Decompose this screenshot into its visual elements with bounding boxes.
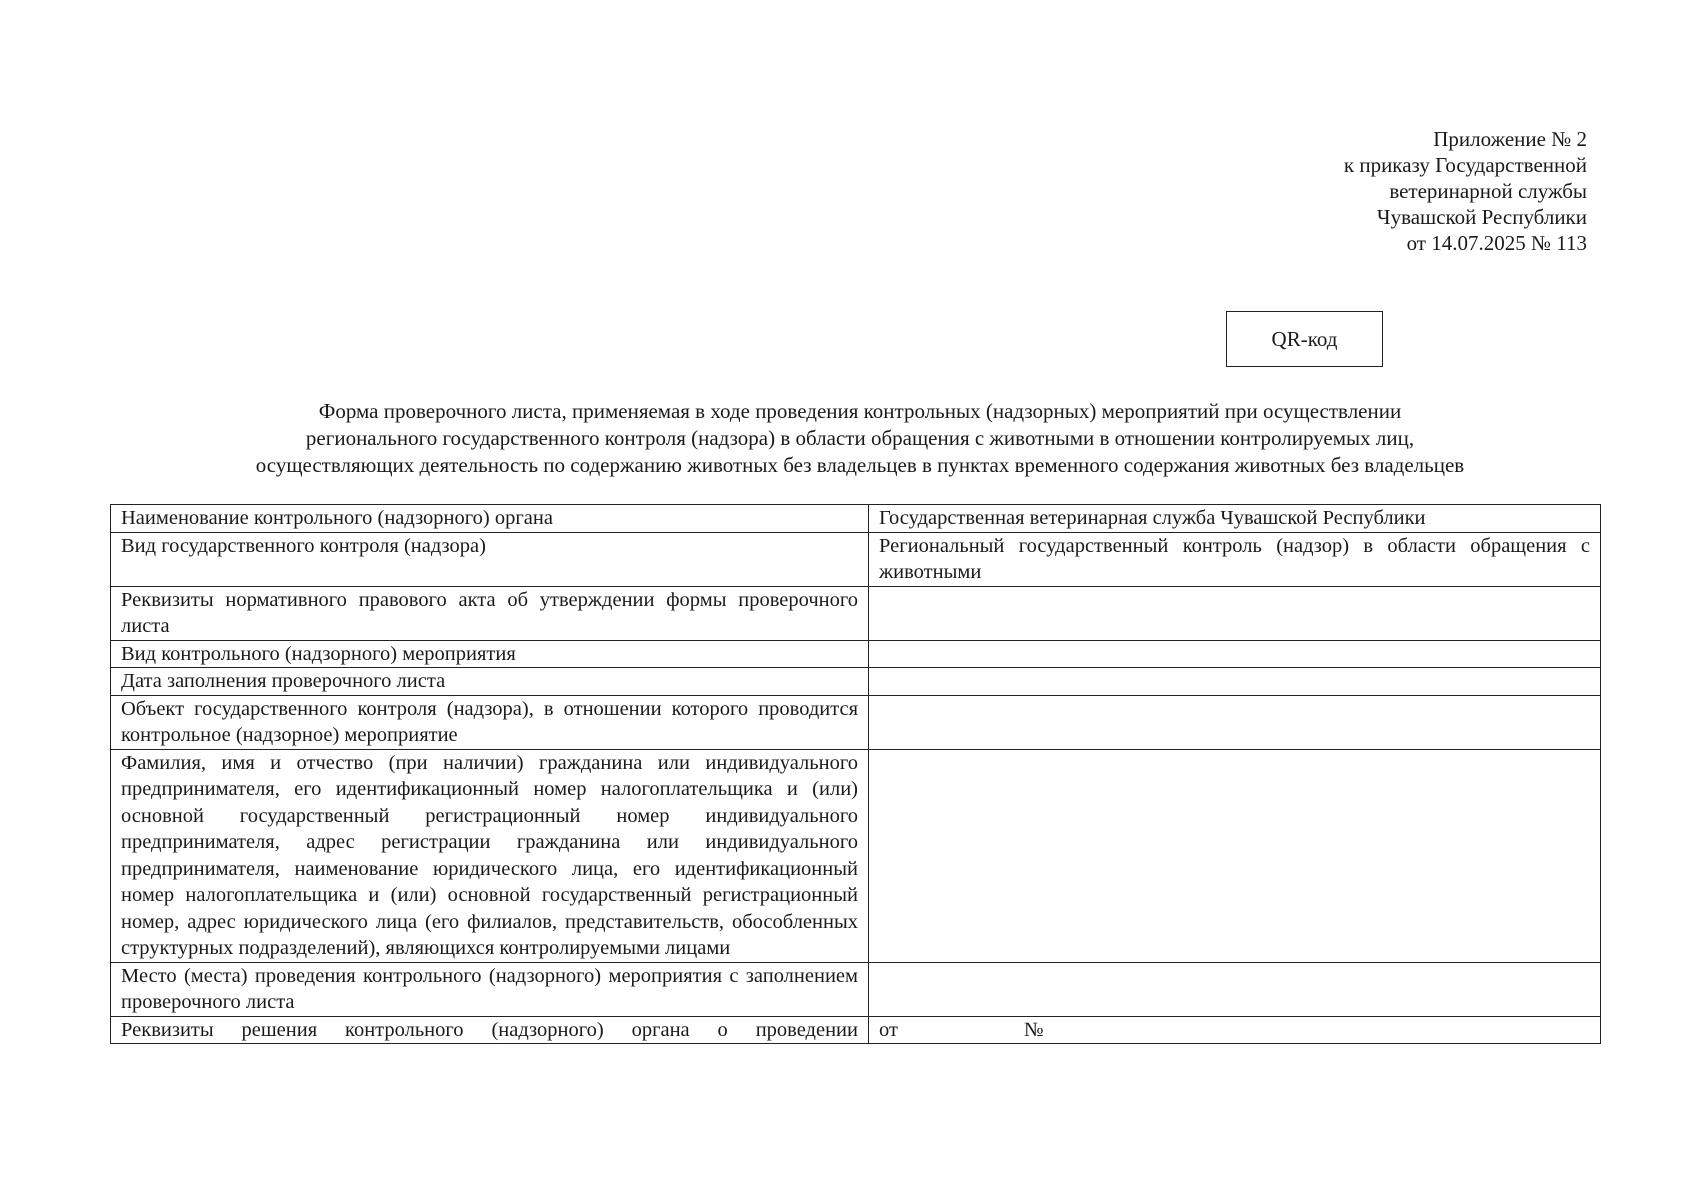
form-title-line-2: регионального государственного контроля (надзора) в области обращения с животными в отношении контролируемых лиц,: [305, 426, 1415, 450]
row-value[interactable]: [869, 640, 1601, 668]
qr-code-placeholder: [1226, 311, 1383, 367]
row-label: Дата заполнения проверочного листа: [111, 668, 869, 696]
annex-number: Приложение № 2: [1433, 127, 1587, 151]
annex-header: [1344, 126, 1587, 256]
row-value[interactable]: [869, 749, 1601, 962]
table-row: [111, 695, 1601, 749]
form-title-line-3: осуществляющих деятельность по содержанию животных без владельцев в пунктах временного содержания животных без владельцев: [255, 453, 1465, 477]
form-title: [110, 398, 1610, 479]
row-label: Вид государственного контроля (надзора): [111, 532, 869, 586]
row-label: Вид контрольного (надзорного) мероприятия: [111, 640, 869, 668]
row-value[interactable]: [869, 586, 1601, 640]
annex-republic: Чувашской Республики: [1376, 205, 1587, 229]
row-value[interactable]: [869, 668, 1601, 696]
row-label: Реквизиты решения контрольного (надзорного) органа о проведении: [111, 1016, 869, 1044]
checklist-form-table: [110, 504, 1601, 1044]
table-row: [111, 962, 1601, 1016]
row-value[interactable]: [869, 695, 1601, 749]
decision-date-label: от: [879, 1018, 898, 1041]
table-row: [111, 586, 1601, 640]
row-value[interactable]: [869, 1016, 1601, 1044]
annex-service: ветеринарной службы: [1389, 179, 1587, 203]
table-row: [111, 749, 1601, 962]
table-row: [111, 640, 1601, 668]
row-label: Место (места) проведения контрольного (надзорного) мероприятия с заполнением проверочного листа: [111, 962, 869, 1016]
table-row: [111, 1016, 1601, 1044]
table-row: [111, 668, 1601, 696]
annex-order-ref: к приказу Государственной: [1343, 153, 1587, 177]
row-label: Наименование контрольного (надзорного) органа: [111, 505, 869, 533]
row-label: Реквизиты нормативного правового акта об утверждении формы проверочного листа: [111, 586, 869, 640]
qr-code-label: QR-код: [1271, 326, 1338, 351]
row-value[interactable]: [869, 962, 1601, 1016]
table-row: [111, 532, 1601, 586]
decision-number-label: №: [1024, 1018, 1044, 1041]
row-label: Фамилия, имя и отчество (при наличии) гражданина или индивидуального предпринимателя, его идентификационный номер налогоплательщика и (или) основной государственный регистрационный номер индивидуального предпринимателя, адрес регистрации гражданина или индивидуального предпринимателя, наименование юридического лица, его идентификационный номер налогоплательщика и (или) основной государственный регистрационный номер, адрес юридического лица (его филиалов, представительств, обособленных структурных подразделений), являющихся контролируемыми лицами: [111, 749, 869, 962]
row-label: Объект государственного контроля (надзора), в отношении которого проводится контрольное (надзорное) мероприятие: [111, 695, 869, 749]
annex-date: от 14.07.2025 № 113: [1406, 231, 1587, 255]
row-value: Государственная ветеринарная служба Чувашской Республики: [869, 505, 1601, 533]
row-value: Региональный государственный контроль (надзор) в области обращения с животными: [869, 532, 1601, 586]
table-row: [111, 505, 1601, 533]
form-title-line-1: Форма проверочного листа, применяемая в ходе проведения контрольных (надзорных) мероприятий при осуществлении: [318, 399, 1402, 423]
